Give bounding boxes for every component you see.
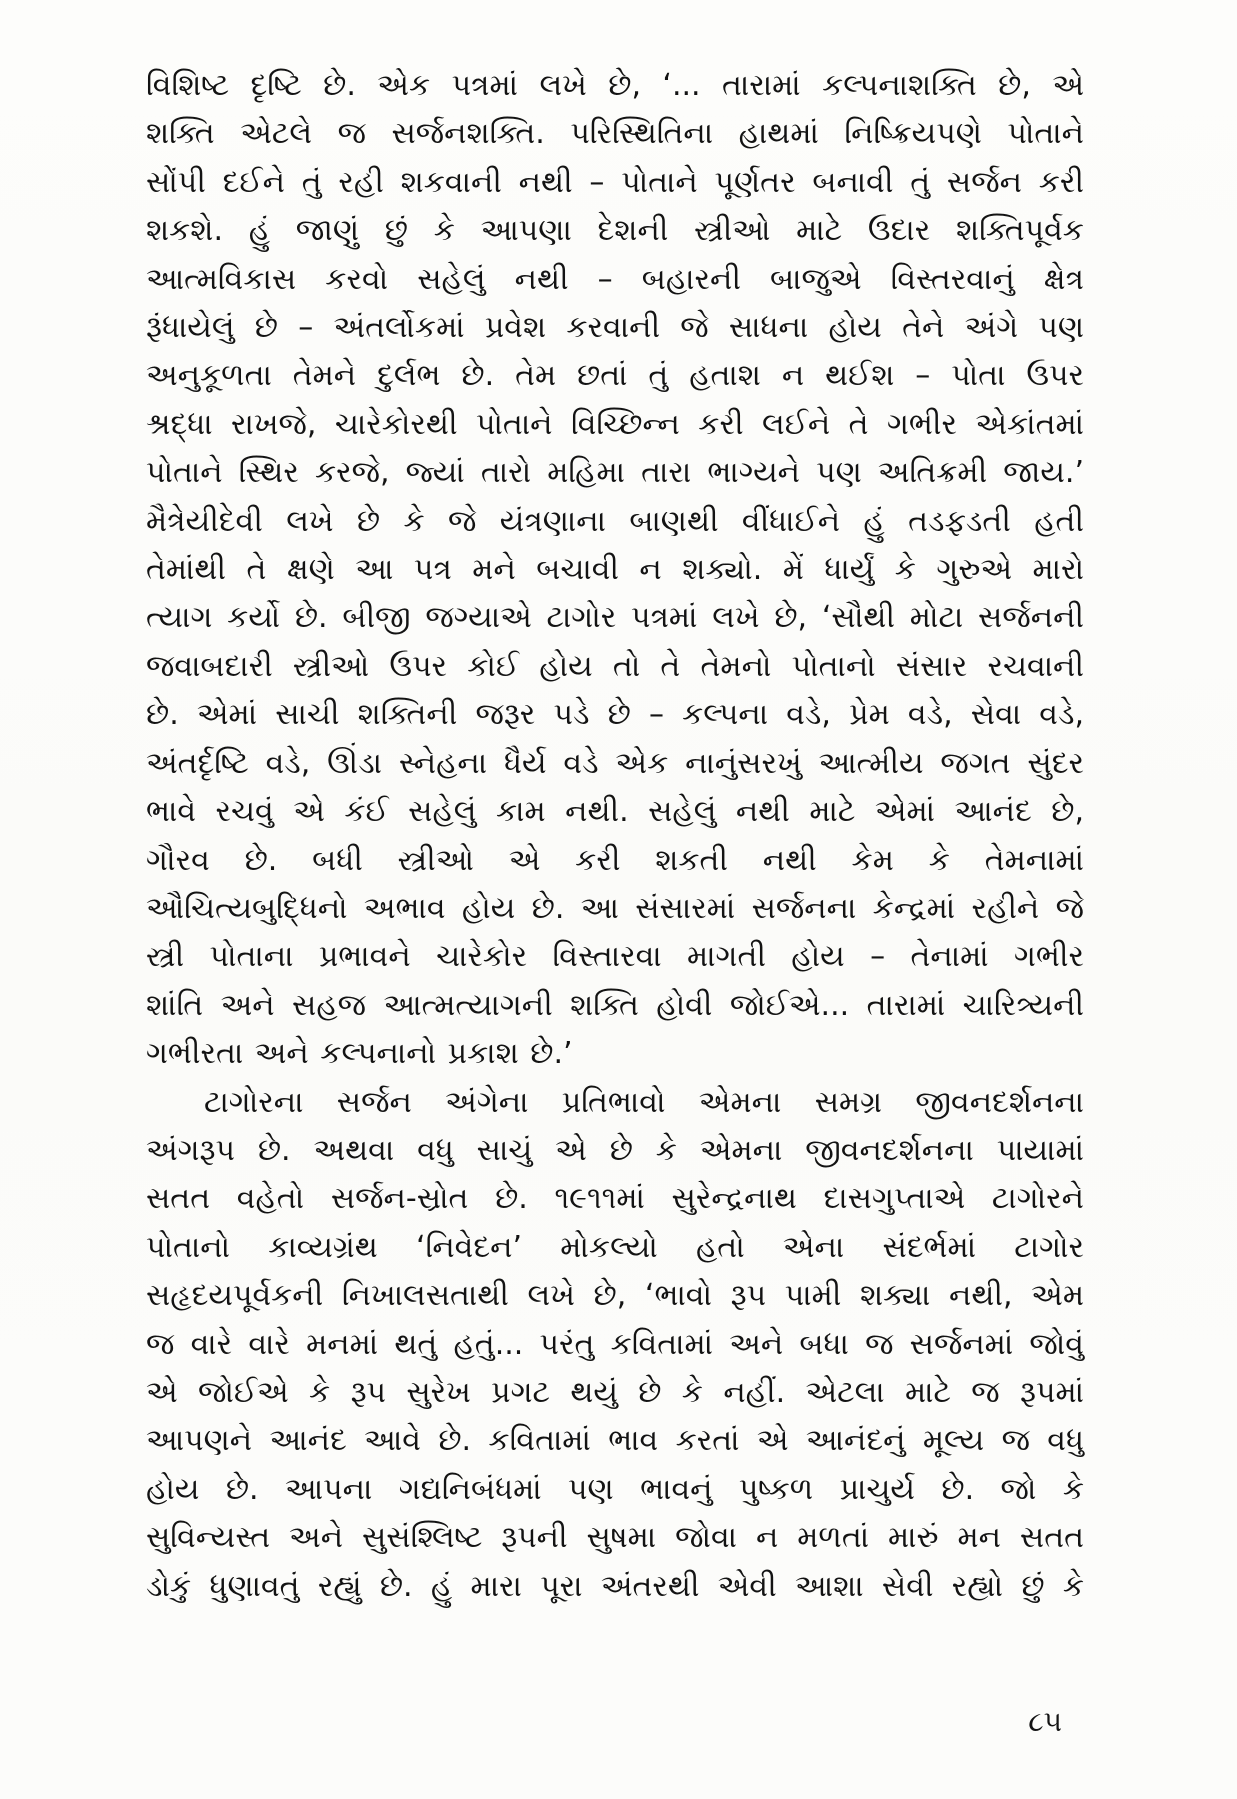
text-line: મૈત્રેયીદેવી લખે છે કે જે યંત્રણાના બાણથી વીંધાઈને હું તડફડતી હતી	[146, 503, 1084, 539]
text-line: સુવિન્યસ્ત અને સુસંશ્લિષ્ટ રૂપની સુષમા જોવા ન મળતાં મારું મન સતત	[146, 1520, 1084, 1556]
text-line: જવાબદારી સ્ત્રીઓ ઉપર કોઈ હોય તો તે તેમનો પોતાનો સંસાર રચવાની	[146, 648, 1084, 684]
text-line: અનુકૂળતા તેમને દુર્લભ છે. તેમ છતાં તું હતાશ ન થઈશ – પોતા ઉપર	[146, 358, 1084, 394]
text-line: અંગરૂપ છે. અથવા વધુ સાચું એ છે કે એમના જીવનદર્શનના પાયામાં	[146, 1132, 1084, 1168]
text-line: તેમાંથી તે ક્ષણે આ પત્ર મને બચાવી ન શક્યો. મેં ધાર્યું કે ગુરુએ મારો	[146, 552, 1084, 588]
text-line: ઔચિત્યબુદ્ધિનો અભાવ હોય છે. આ સંસારમાં સર્જનના કેન્દ્રમાં રહીને જે	[146, 890, 1084, 926]
text-line: ત્યાગ કર્યો છે. બીજી જગ્યાએ ટાગોર પત્રમાં લખે છે, ‘સૌથી મોટા સર્જનની	[146, 600, 1084, 636]
text-line: જ વારે વારે મનમાં થતું હતું... પરંતુ કવિતામાં અને બધા જ સર્જનમાં જોવું	[146, 1326, 1084, 1362]
text-line: ગૌરવ છે. બધી સ્ત્રીઓ એ કરી શકતી નથી કેમ કે તેમનામાં	[146, 842, 1084, 878]
text-line: પોતાને સ્થિર કરજે, જ્યાં તારો મહિમા તારા ભાગ્યને પણ અતિક્રમી જાય.’	[146, 455, 1084, 491]
text-line: સોંપી દઈને તું રહી શકવાની નથી – પોતાને પૂર્ણતર બનાવી તું સર્જન કરી	[146, 164, 1084, 200]
text-line: આત્મવિકાસ કરવો સહેલું નથી – બહારની બાજુએ વિસ્તરવાનું ક્ષેત્ર	[146, 261, 1084, 297]
page-number: ૮૫	[1028, 1705, 1062, 1738]
body-text	[146, 62, 1084, 1611]
text-line: સહૃદયપૂર્વકની નિખાલસતાથી લખે છે, ‘ભાવો રૂપ પામી શક્યા નથી, એમ	[146, 1278, 1084, 1314]
text-line-paragraph-start: ટાગોરના સર્જન અંગેના પ્રતિભાવો એમના સમગ્ર જીવનદર્શનના	[204, 1084, 1084, 1120]
text-line: સ્ત્રી પોતાના પ્રભાવને ચારેકોર વિસ્તારવા માગતી હોય – તેનામાં ગભીર	[146, 939, 1084, 975]
text-line: આપણને આનંદ આવે છે. કવિતામાં ભાવ કરતાં એ આનંદનું મૂલ્ય જ વધુ	[146, 1423, 1084, 1459]
text-line: શક્તિ એટલે જ સર્જનશક્તિ. પરિસ્થિતિના હાથમાં નિષ્ક્રિયપણે પોતાને	[146, 116, 1084, 152]
text-line: શકશે. હું જાણું છું કે આપણા દેશની સ્ત્રીઓ માટે ઉદાર શક્તિપૂર્વક	[146, 213, 1084, 249]
text-line: અંતર્દૃષ્ટિ વડે, ઊંડા સ્નેહના ધૈર્ય વડે એક નાનુંસરખું આત્મીય જગત સુંદર	[146, 745, 1084, 781]
text-line: પોતાનો કાવ્યગ્રંથ ‘નિવેદન’ મોકલ્યો હતો એના સંદર્ભમાં ટાગોર	[146, 1229, 1084, 1265]
text-line: ભાવે રચવું એ કંઈ સહેલું કામ નથી. સહેલું નથી માટે એમાં આનંદ છે,	[146, 794, 1084, 830]
text-line: હોય છે. આપના ગદ્યનિબંધમાં પણ ભાવનું પુષ્કળ પ્રાચુર્ય છે. જો કે	[146, 1471, 1084, 1507]
text-line: વિશિષ્ટ દૃષ્ટિ છે. એક પત્રમાં લખે છે, ‘... તારામાં કલ્પનાશક્તિ છે, એ	[146, 68, 1084, 103]
text-line: સતત વહેતો સર્જન-સ્રોત છે. ૧૯૧૧માં સુરેન્દ્રનાથ દાસગુપ્તાએ ટાગોરને	[146, 1181, 1084, 1217]
text-line: શ્રદ્ધા રાખજે, ચારેકોરથી પોતાને વિચ્છિન્ન કરી લઈને તે ગભીર એકાંતમાં	[146, 406, 1084, 442]
text-line-paragraph-end: ગભીરતા અને કલ્પનાનો પ્રકાશ છે.’	[146, 1036, 573, 1072]
text-line: શાંતિ અને સહજ આત્મત્યાગની શક્તિ હોવી જોઈએ... તારામાં ચારિત્ર્યની	[146, 987, 1084, 1023]
text-line: છે. એમાં સાચી શક્તિની જરૂર પડે છે – કલ્પના વડે, પ્રેમ વડે, સેવા વડે,	[146, 697, 1084, 733]
text-line: ડોકું ધુણાવતું રહ્યું છે. હું મારા પૂરા અંતરથી એવી આશા સેવી રહ્યો છું કે	[146, 1568, 1084, 1604]
text-line: એ જોઈએ કે રૂપ સુરેખ પ્રગટ થયું છે કે નહીં. એટલા માટે જ રૂપમાં	[146, 1374, 1084, 1410]
text-line: રૂંધાયેલું છે – અંતર્લોકમાં પ્રવેશ કરવાની જે સાધના હોય તેને અંગે પણ	[146, 310, 1084, 346]
